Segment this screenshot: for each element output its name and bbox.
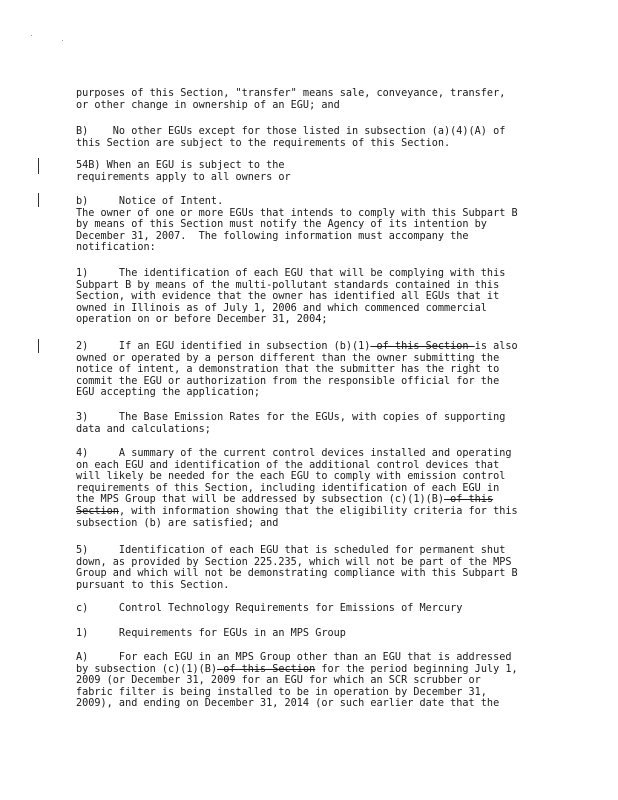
b2-text-rest: is also owned or operated by a person different than the owner submitting the notice of intent, a demonstration that the submitter has the right to commit the EGU or authorization from the responsible official for the EGU accepting the application; (76, 341, 518, 399)
paragraph-b-notice-of-intent: b) Notice of Intent. The owner of one or more EGUs that intends to comply with this Subpart B by means of this Section must notify the Agency of its intention by December 31, 2007. The following information must accompany the notification: (76, 196, 518, 254)
revision-bar (38, 193, 39, 207)
b2-struck-text: of this Section (370, 341, 475, 352)
b4-struck-text-2: Section (76, 505, 119, 517)
paragraph-b1: 1) The identification of each EGU that will be complying with this Subpart B by means of the multi-pollutant standards contained in this Section, with evidence that the owner has identified all EGUs that it owned in Illinois as of July 1, 2006 and which commenced commercial operation on or before December 31, 2004; (76, 268, 506, 326)
scan-speck (62, 40, 63, 41)
paragraph-b4 (76, 448, 546, 529)
b4-text-rest: , with information showing that the eligibility criteria for this subsection (b) are satisfied; and (76, 505, 518, 529)
b4-text-start: 4) A summary of the current control devices installed and operating on each EGU and identification of the additional control devices that will likely be needed for the each EGU to comply with emission control requirements of this Section, including identification of each EGU in the MPS Group that will be addressed by subsection (c)(1)(B) (76, 448, 512, 506)
c1a-struck-text: of this Section (217, 663, 316, 675)
paragraph-a5: 54B) When an EGU is subject to the requirements apply to all owners or (76, 160, 291, 183)
heading-c-control-technology: c) Control Technology Requirements for Emissions of Mercury (76, 603, 463, 614)
paragraph-b3: 3) The Base Emission Rates for the EGUs, with copies of supporting data and calculations; (76, 412, 506, 435)
paragraph-a4b: B) No other EGUs except for those listed in subsection (a)(4)(A) of this Section are subject to the requirements of this Section. (76, 126, 506, 149)
paragraph-transfer-definition: purposes of this Section, "transfer" means sale, conveyance, transfer, or other change in ownership of an EGU; and (76, 88, 506, 111)
c1a-text-rest: for the period beginning July 1, 2009 (or December 31, 2009 for an EGU for which an SCR scrubber or fabric filter is being installed to be in operation by December 31, 2009), and ending on December 31, 2014 (or such earlier date that the (76, 663, 518, 710)
revision-bar (38, 339, 39, 353)
revision-bar (38, 158, 39, 174)
paragraph-b5: 5) Identification of each EGU that is scheduled for permanent shut down, as provided by Section 225.235, which will not be part of the MPS Group and which will not be demonstrating compliance with this Subpart B pursuant to this Section. (76, 545, 518, 591)
paragraph-c1a (76, 652, 546, 710)
b4-struck-text-1: of this (444, 494, 494, 506)
c1a-text-start: A) For each EGU in an MPS Group other than an EGU that is addressed by subsection (c)(1)(B) (76, 652, 512, 675)
heading-c1-mps-group: 1) Requirements for EGUs in an MPS Group (76, 628, 346, 639)
paragraph-b2 (76, 341, 546, 399)
b2-text-start: 2) If an EGU identified in subsection (b)(1) (76, 341, 371, 352)
scan-speck (31, 35, 32, 36)
